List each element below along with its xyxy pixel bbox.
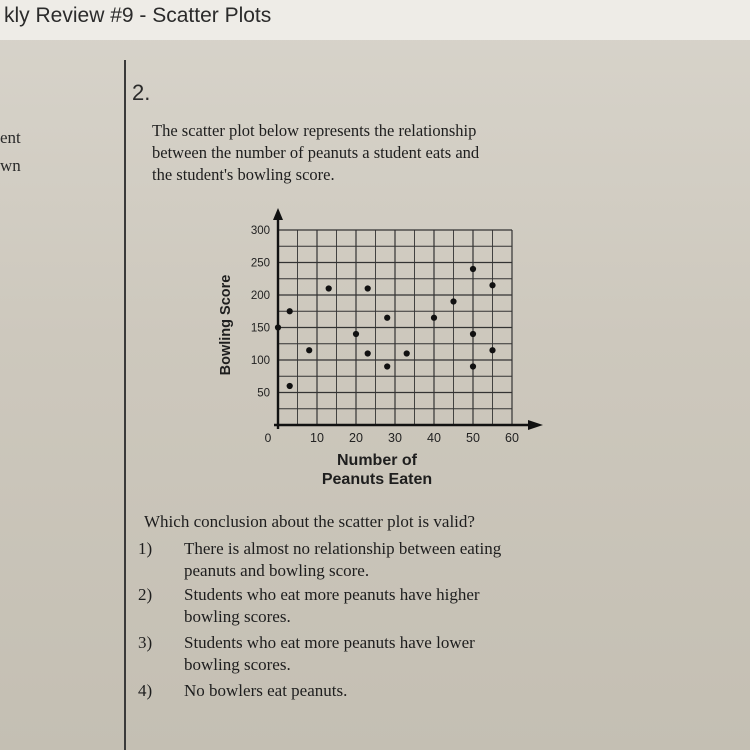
intro-line: the student's bowling score. [152, 165, 335, 184]
y-tick-label: 100 [250, 355, 270, 367]
choice-text: Students who eat more peanuts have lower [184, 633, 475, 652]
y-tick-label: 250 [250, 257, 270, 270]
data-point [384, 363, 390, 369]
data-point [404, 350, 410, 356]
choice-text: bowling scores. [184, 655, 291, 674]
y-tick-label: 150 [250, 322, 270, 335]
x-tick-label: 50 [466, 431, 480, 445]
x-tick-labels [310, 431, 519, 445]
data-point [353, 331, 359, 337]
data-point [470, 266, 476, 272]
data-point [470, 363, 476, 369]
data-point [384, 315, 390, 321]
data-point [287, 308, 293, 314]
x-tick-label: 60 [505, 431, 519, 445]
question-intro [152, 120, 592, 186]
choice-number: 4) [138, 681, 153, 700]
chart-grid [278, 230, 512, 425]
intro-line: The scatter plot below represents the relationship [152, 121, 477, 140]
data-point [287, 383, 293, 389]
data-point [365, 285, 371, 291]
data-point [365, 350, 371, 356]
x-tick-label: 40 [427, 431, 441, 445]
choice-text: No bowlers eat peanuts. [184, 681, 348, 700]
y-tick-label: 200 [250, 290, 270, 302]
page-title: kly Review #9 - Scatter Plots [4, 4, 272, 27]
choice-number: 3) [138, 633, 153, 652]
choice-number: 2) [138, 585, 153, 604]
scatter-plot [195, 200, 555, 490]
data-point [431, 315, 437, 321]
data-point [489, 347, 495, 353]
data-point [275, 324, 281, 330]
question-prompt: Which conclusion about the scatter plot is valid? [144, 512, 475, 531]
origin-label: 0 [264, 431, 272, 445]
x-tick-label: 20 [349, 431, 363, 445]
y-axis-label: Bowling Score [218, 274, 234, 376]
left-margin-fragment: wn [0, 156, 21, 175]
y-tick-labels [251, 225, 270, 400]
y-tick-label: 300 [250, 225, 270, 237]
question-number: 2. [132, 80, 151, 105]
data-point [326, 285, 332, 291]
y-axis-arrow [273, 208, 283, 220]
x-tick-label: 10 [310, 431, 324, 445]
choice-text: bowling scores. [184, 607, 291, 626]
x-axis-label-line-2: Peanuts Eaten [321, 471, 433, 488]
intro-line: between the number of peanuts a student eats and [152, 143, 480, 162]
x-axis-arrow [528, 420, 543, 430]
choice-number: 1) [138, 539, 153, 558]
data-point [306, 347, 312, 353]
column-divider [124, 60, 126, 750]
choice-text: peanuts and bowling score. [184, 561, 370, 580]
chart-axes [273, 208, 543, 430]
y-tick-label: 50 [257, 387, 270, 400]
x-axis-label-line-1: Number of [337, 452, 417, 469]
x-tick-label: 30 [388, 431, 402, 445]
choice-text: There is almost no relationship between eating [184, 539, 502, 558]
left-margin-fragment: ent [0, 128, 21, 147]
data-point [470, 331, 476, 337]
data-point [489, 282, 495, 288]
choice-text: Students who eat more peanuts have higher [184, 585, 480, 604]
data-point [450, 298, 456, 304]
